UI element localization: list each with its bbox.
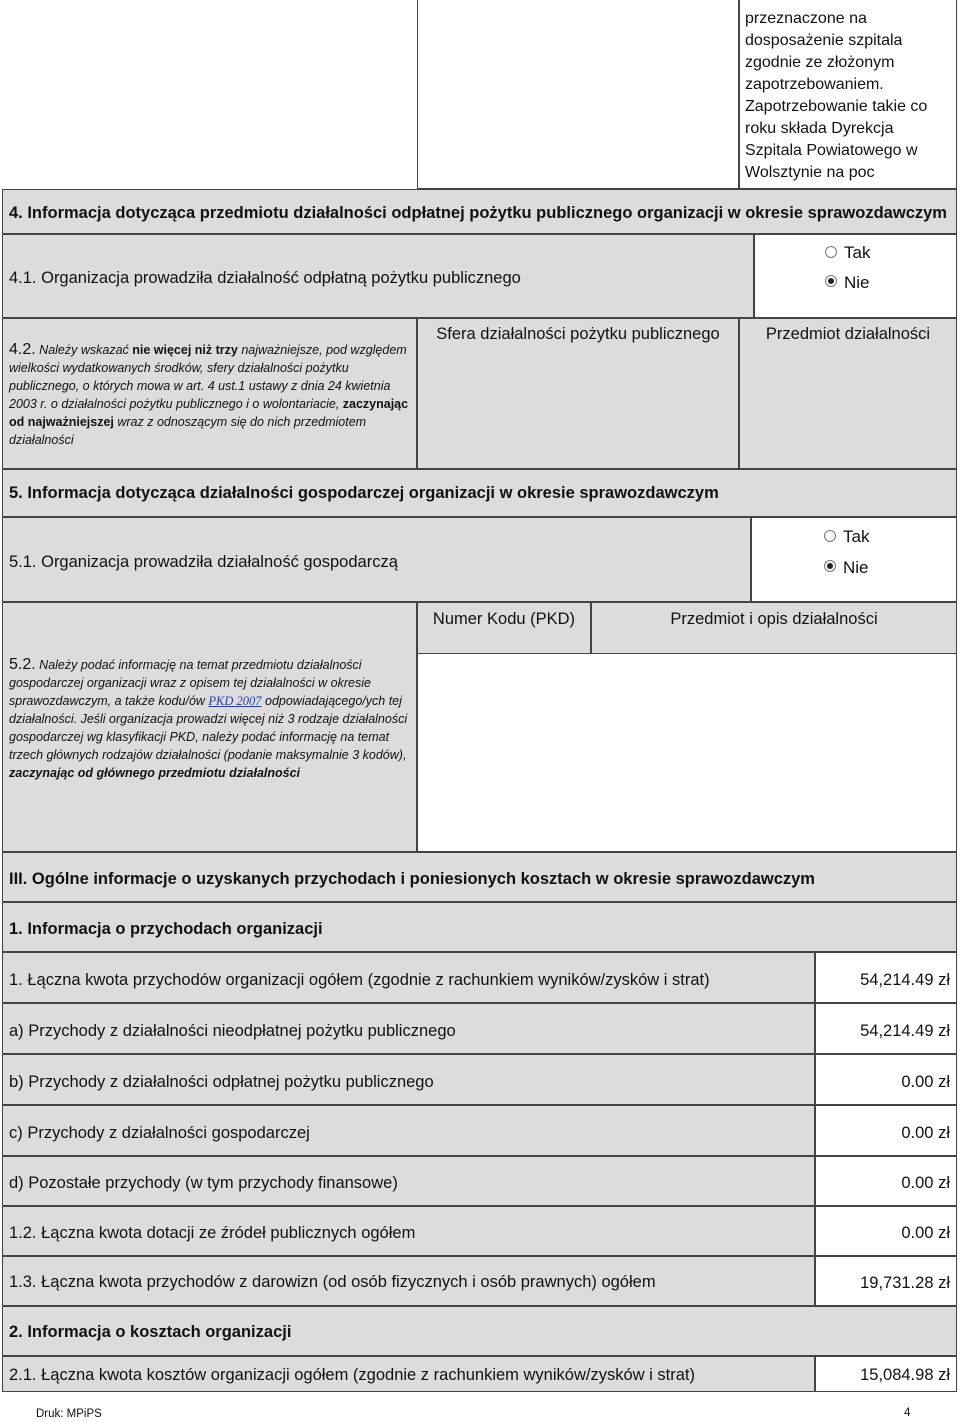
row-amount-cell bbox=[815, 1054, 957, 1105]
q51-radio-tak[interactable] bbox=[824, 530, 836, 542]
section3-header bbox=[2, 852, 957, 902]
row-amount-cell bbox=[815, 1256, 957, 1306]
cost-row-label: 2.1. Łączna kwota kosztów organizacji ogółem (zgodnie z rachunkiem wyników/zysków i strat) bbox=[9, 1366, 695, 1384]
q52-col-pkd: Numer Kodu (PKD) bbox=[432, 610, 576, 628]
section4-header-text: 4. Informacja dotycząca przedmiotu działalności odpłatnej pożytku publicznego organizacji w okresie sprawozdawczym bbox=[9, 204, 947, 222]
table-row bbox=[2, 952, 815, 1003]
q51-radio-nie[interactable] bbox=[824, 560, 836, 572]
q52-description-cell bbox=[2, 602, 417, 852]
row-amount: 19,731.28 zł bbox=[860, 1274, 950, 1292]
section3-sub1-text: 1. Informacja o przychodach organizacji bbox=[9, 920, 323, 938]
q51-label-cell bbox=[2, 517, 751, 602]
top-cell-left bbox=[417, 0, 739, 189]
q42-przedmiot-header bbox=[739, 318, 957, 469]
page-number: 4 bbox=[904, 1407, 911, 1419]
row-amount-cell bbox=[815, 952, 957, 1003]
q52-pkd-header bbox=[417, 602, 591, 654]
row-amount-cell bbox=[815, 1156, 957, 1206]
section5-header bbox=[2, 469, 957, 517]
q52-number: 5.2. bbox=[9, 656, 36, 673]
q42-emphasis: zaczynając od najważniejszej bbox=[9, 397, 409, 429]
row-label: 1. Łączna kwota przychodów organizacji ogółem (zgodnie z rachunkiem wyników/zysków i strat) bbox=[9, 971, 710, 989]
q42-number: 4.2. bbox=[9, 341, 36, 358]
row-label: b) Przychody z działalności odpłatnej pożytku publicznego bbox=[9, 1073, 434, 1091]
q41-radio-tak[interactable] bbox=[825, 246, 837, 258]
row-amount-cell bbox=[815, 1105, 957, 1156]
row-amount: 0.00 zł bbox=[901, 1073, 950, 1091]
row-label: 1.3. Łączna kwota przychodów z darowizn (od osób fizycznych i osób prawnych) ogółem bbox=[9, 1273, 656, 1291]
text-line: przeznaczone na bbox=[745, 10, 867, 27]
section4-header bbox=[2, 189, 957, 234]
table-row bbox=[2, 1003, 815, 1054]
q52-empty-area bbox=[417, 654, 957, 852]
section3-header-text: III. Ogólne informacje o uzyskanych przychodach i poniesionych kosztach w okresie sprawozdawczym bbox=[9, 870, 815, 888]
row-amount-cell bbox=[815, 1003, 957, 1054]
row-amount: 54,214.49 zł bbox=[860, 1022, 950, 1040]
table-row bbox=[2, 1256, 815, 1306]
table-row bbox=[2, 1206, 815, 1256]
row-amount: 0.00 zł bbox=[901, 1124, 950, 1142]
q42-description bbox=[9, 341, 414, 449]
top-cell-lines bbox=[745, 8, 955, 184]
q42-emphasis: nie więcej niż trzy bbox=[132, 343, 238, 357]
row-label: a) Przychody z działalności nieodpłatnej pożytku publicznego bbox=[9, 1022, 456, 1040]
q42-description-cell bbox=[2, 318, 417, 469]
q41-label: 4.1. Organizacja prowadziła działalność odpłatną pożytku publicznego bbox=[9, 269, 521, 287]
cost-amount: 15,084.98 zł bbox=[860, 1366, 950, 1384]
section3-sub2-text: 2. Informacja o kosztach organizacji bbox=[9, 1323, 292, 1341]
text-line: Wolsztynie na poc bbox=[745, 164, 875, 181]
q52-text: Należy podać informację na temat przedmiotu działalności gospodarczej organizacji wraz z opisem tej działalności w okresie sprawozdawczym, a także kodu/ów bbox=[9, 658, 371, 708]
q42-col-sfera: Sfera działalności pożytku publicznego bbox=[436, 325, 720, 343]
q52-description bbox=[9, 656, 414, 782]
q42-text: wraz z odnoszącym się do nich przedmiotem działalności bbox=[9, 415, 367, 447]
q51-option-tak-label: Tak bbox=[843, 527, 870, 546]
q41-radio-nie[interactable] bbox=[825, 275, 837, 287]
pkd-link[interactable]: PKD 2007 bbox=[208, 694, 262, 708]
text-line: dosposażenie szpitala bbox=[745, 32, 903, 49]
q52-opis-header bbox=[591, 602, 957, 654]
row-amount: 0.00 zł bbox=[901, 1174, 950, 1192]
row-amount-cell bbox=[815, 1206, 957, 1256]
row-amount: 0.00 zł bbox=[901, 1224, 950, 1242]
footer-print-label: Druk: MPiPS bbox=[36, 1408, 102, 1420]
q41-options bbox=[754, 234, 957, 318]
table-row bbox=[2, 1054, 815, 1105]
q51-options bbox=[751, 517, 957, 602]
q42-text: najważniejsze, pod względem wielkości wydatkowanych środków, sfery działalności pożytku publicznego, o których mowa w art. 4 ust.1 ustawy z dnia 24 kwietnia 2003 r. o działalności pożytku publicznego i o wolontariacie, bbox=[9, 343, 407, 411]
text-line: Zapotrzebowanie takie co bbox=[745, 98, 928, 115]
q41-label-cell bbox=[2, 234, 754, 318]
table-row bbox=[2, 1105, 815, 1156]
row-label: c) Przychody z działalności gospodarczej bbox=[9, 1124, 310, 1142]
top-cell-text bbox=[739, 0, 957, 189]
row-amount: 54,214.49 zł bbox=[860, 971, 950, 989]
q42-col-przedmiot: Przedmiot działalności bbox=[765, 325, 931, 343]
text-line: roku składa Dyrekcja bbox=[745, 120, 894, 137]
section3-sub2 bbox=[2, 1306, 957, 1356]
q52-col-opis: Przedmiot i opis działalności bbox=[670, 610, 878, 628]
q52-text: odpowiadającego/ych tej działalności. Jeśli organizacja prowadzi więcej niż 3 rodzaje działalności gospodarczej wg klasyfikacji PKD, należy podać informację na temat trzech głównych rodzajów działalności (podanie maksymalnie 3 kodów), bbox=[9, 694, 408, 762]
q41-option-nie-label: Nie bbox=[844, 273, 870, 292]
q51-label: 5.1. Organizacja prowadziła działalność gospodarczą bbox=[9, 553, 398, 571]
q42-text: Należy wskazać bbox=[35, 343, 133, 357]
text-line: Szpitala Powiatowego w bbox=[745, 142, 918, 159]
section5-header-text: 5. Informacja dotycząca działalności gospodarczej organizacji w okresie sprawozdawczym bbox=[9, 484, 719, 502]
table-row bbox=[2, 1156, 815, 1206]
table-row bbox=[2, 1356, 815, 1392]
q41-option-tak-label: Tak bbox=[844, 243, 871, 262]
row-label: 1.2. Łączna kwota dotacji ze źródeł publicznych ogółem bbox=[9, 1224, 416, 1242]
section3-sub1 bbox=[2, 902, 957, 952]
text-line: zgodnie ze złożonym bbox=[745, 54, 895, 71]
text-line: zapotrzebowaniem. bbox=[745, 76, 884, 93]
q52-emphasis: zaczynając od głównego przedmiotu działalności bbox=[9, 766, 301, 780]
q51-option-nie-label: Nie bbox=[843, 558, 869, 577]
cost-amount-cell bbox=[815, 1356, 957, 1392]
row-label: d) Pozostałe przychody (w tym przychody finansowe) bbox=[9, 1174, 398, 1192]
q42-sfera-header bbox=[417, 318, 739, 469]
